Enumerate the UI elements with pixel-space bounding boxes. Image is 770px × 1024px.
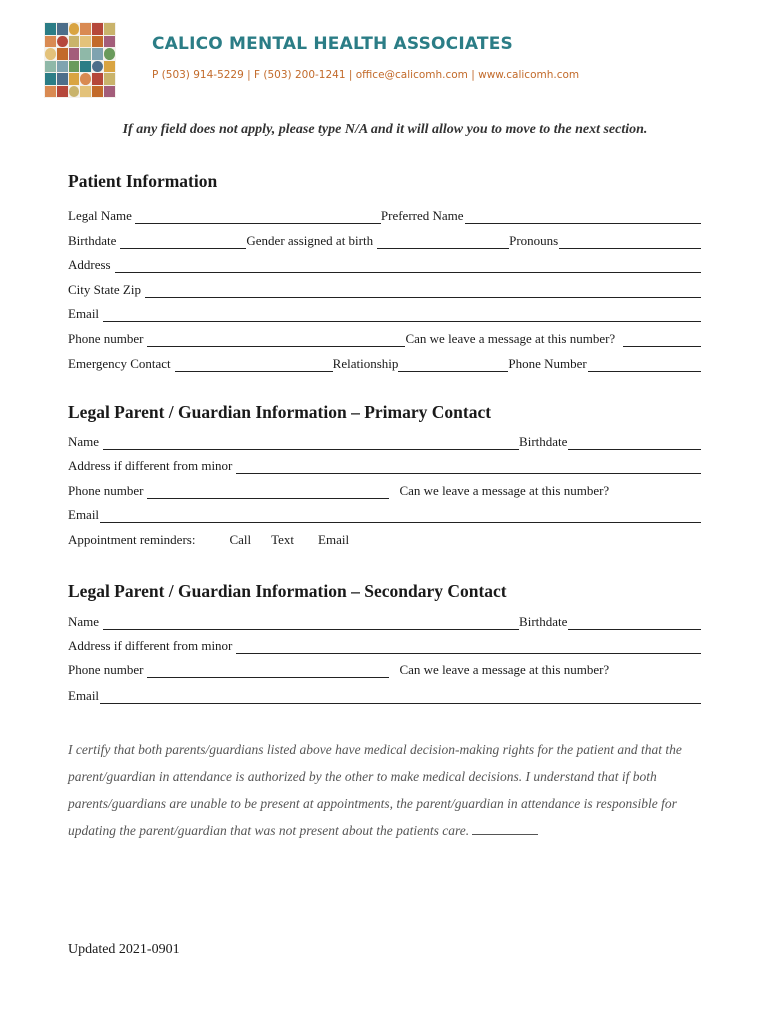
primary-leave-message-label: Can we leave a message at this number? — [399, 483, 610, 498]
secondary-section-title: Legal Parent / Guardian Information – Secondary Contact — [68, 581, 507, 601]
primary-phone-label: Phone number — [68, 483, 144, 498]
primary-phone-field[interactable] — [147, 486, 389, 499]
phone-label: Phone number — [68, 331, 144, 346]
relationship-field[interactable] — [398, 359, 508, 372]
birthdate-row — [68, 231, 702, 249]
calico-logo — [44, 22, 116, 98]
legal-name-row — [68, 206, 702, 224]
emergency-row — [68, 354, 702, 372]
primary-section-title: Legal Parent / Guardian Information – Primary Contact — [68, 402, 492, 422]
logo-tile — [69, 86, 80, 98]
secondary-phone-field[interactable] — [147, 665, 389, 678]
emergency-contact-label: Emergency Contact — [68, 356, 171, 371]
address-field[interactable] — [115, 260, 701, 273]
logo-tile — [104, 86, 115, 98]
logo-tile — [92, 48, 103, 60]
primary-name-row — [68, 432, 702, 450]
emergency-contact-field[interactable] — [175, 359, 333, 372]
primary-name-field[interactable] — [103, 437, 519, 450]
appointment-reminders-row — [68, 530, 702, 548]
legal-name-field[interactable] — [135, 211, 381, 224]
logo-tile — [92, 23, 103, 35]
logo-tile — [57, 73, 68, 85]
logo-tile — [80, 86, 91, 98]
relationship-label: Relationship — [332, 356, 399, 371]
logo-tile — [45, 61, 56, 73]
logo-tile — [92, 73, 103, 85]
logo-tile — [80, 61, 91, 73]
logo-tile — [57, 61, 68, 73]
city-state-zip-field[interactable] — [145, 285, 701, 298]
secondary-address-row — [68, 636, 702, 654]
contact-line: P (503) 914-5229 | F (503) 200-1241 | office@calicomh.com | www.calicomh.com — [152, 69, 580, 81]
secondary-address-field[interactable] — [236, 641, 701, 654]
leave-message-label: Can we leave a message at this number? — [405, 331, 616, 346]
primary-name-label: Name — [68, 434, 100, 449]
secondary-phone-label: Phone number — [68, 662, 144, 677]
birthdate-label: Birthdate — [68, 233, 117, 248]
primary-address-field[interactable] — [236, 461, 701, 474]
logo-tile — [80, 36, 91, 48]
secondary-phone-row — [68, 660, 702, 678]
certification-initials-field[interactable] — [472, 823, 538, 835]
secondary-name-label: Name — [68, 614, 100, 629]
city-state-zip-row — [68, 280, 702, 298]
primary-email-label: Email — [68, 507, 100, 522]
city-state-zip-label: City State Zip — [68, 282, 141, 297]
emergency-phone-field[interactable] — [588, 359, 701, 372]
email-label: Email — [68, 306, 100, 321]
logo-tile — [45, 86, 56, 98]
certification-text: I certify that both parents/guardians listed above have medical decision-making rights for the patient and that the parent/guardian in attendance is authorized by the other to make medical decisions. I understand that if both parents/guardians are unable to be present at appointments, the parent/guardian in attendance is responsible for updating the parent/guardian that was not present about the patients care. — [68, 742, 682, 838]
logo-tile — [92, 86, 103, 98]
reminder-text-option[interactable]: Text — [271, 532, 295, 547]
primary-birthdate-label: Birthdate — [519, 434, 568, 449]
preferred-name-label: Preferred Name — [380, 208, 464, 223]
logo-tile — [45, 23, 56, 35]
logo-tile — [57, 23, 68, 35]
logo-tile — [80, 23, 91, 35]
logo-tile — [92, 36, 103, 48]
logo-tile — [57, 86, 68, 98]
emergency-phone-label: Phone Number — [508, 356, 587, 371]
org-name: CALICO MENTAL HEALTH ASSOCIATES — [152, 34, 513, 54]
logo-tile — [69, 73, 80, 85]
secondary-email-label: Email — [68, 688, 100, 703]
phone-row — [68, 329, 702, 347]
email-row — [68, 304, 702, 322]
primary-phone-row — [68, 481, 702, 499]
logo-tile — [45, 36, 56, 48]
primary-birthdate-field[interactable] — [568, 437, 701, 450]
logo-tile — [104, 73, 115, 85]
leave-message-field[interactable] — [623, 334, 701, 347]
reminders-label: Appointment reminders: — [68, 532, 196, 547]
pronouns-field[interactable] — [559, 236, 701, 249]
logo-tile — [104, 23, 115, 35]
reminder-email-option[interactable]: Email — [318, 532, 350, 547]
letterhead — [44, 22, 744, 102]
gender-label: Gender assigned at birth — [246, 233, 374, 248]
primary-email-field[interactable] — [100, 510, 701, 523]
secondary-address-label: Address if different from minor — [68, 638, 233, 653]
address-row — [68, 255, 702, 273]
secondary-email-field[interactable] — [100, 691, 701, 704]
email-field[interactable] — [103, 309, 701, 322]
secondary-leave-message-label: Can we leave a message at this number? — [399, 662, 610, 677]
preferred-name-field[interactable] — [465, 211, 701, 224]
logo-tile — [57, 36, 68, 48]
secondary-email-row — [68, 686, 702, 704]
legal-name-label: Legal Name — [68, 208, 132, 223]
address-label: Address — [68, 257, 111, 272]
logo-tile — [80, 73, 91, 85]
patient-section-title: Patient Information — [68, 171, 218, 191]
secondary-name-field[interactable] — [103, 617, 519, 630]
primary-address-row — [68, 456, 702, 474]
logo-tile — [69, 61, 80, 73]
phone-field[interactable] — [147, 334, 405, 347]
logo-tile — [45, 48, 56, 60]
logo-tile — [69, 23, 80, 35]
certification-statement — [68, 736, 713, 844]
pronouns-label: Pronouns — [509, 233, 559, 248]
gender-field[interactable] — [377, 236, 509, 249]
logo-tile — [92, 61, 103, 73]
logo-tile — [45, 73, 56, 85]
primary-address-label: Address if different from minor — [68, 458, 233, 473]
primary-email-row — [68, 505, 702, 523]
logo-tile — [69, 48, 80, 60]
updated-date: Updated 2021-0901 — [68, 942, 180, 957]
logo-tile — [104, 61, 115, 73]
logo-tile — [104, 48, 115, 60]
logo-tile — [104, 36, 115, 48]
secondary-name-row — [68, 612, 702, 630]
reminder-call-option[interactable]: Call — [229, 532, 252, 547]
logo-tile — [69, 36, 80, 48]
logo-tile — [57, 48, 68, 60]
birthdate-field[interactable] — [120, 236, 246, 249]
secondary-birthdate-label: Birthdate — [519, 614, 568, 629]
secondary-birthdate-field[interactable] — [568, 617, 701, 630]
logo-tile — [80, 48, 91, 60]
instruction-text: If any field does not apply, please type N/A and it will allow you to move to the next section. — [122, 122, 648, 137]
